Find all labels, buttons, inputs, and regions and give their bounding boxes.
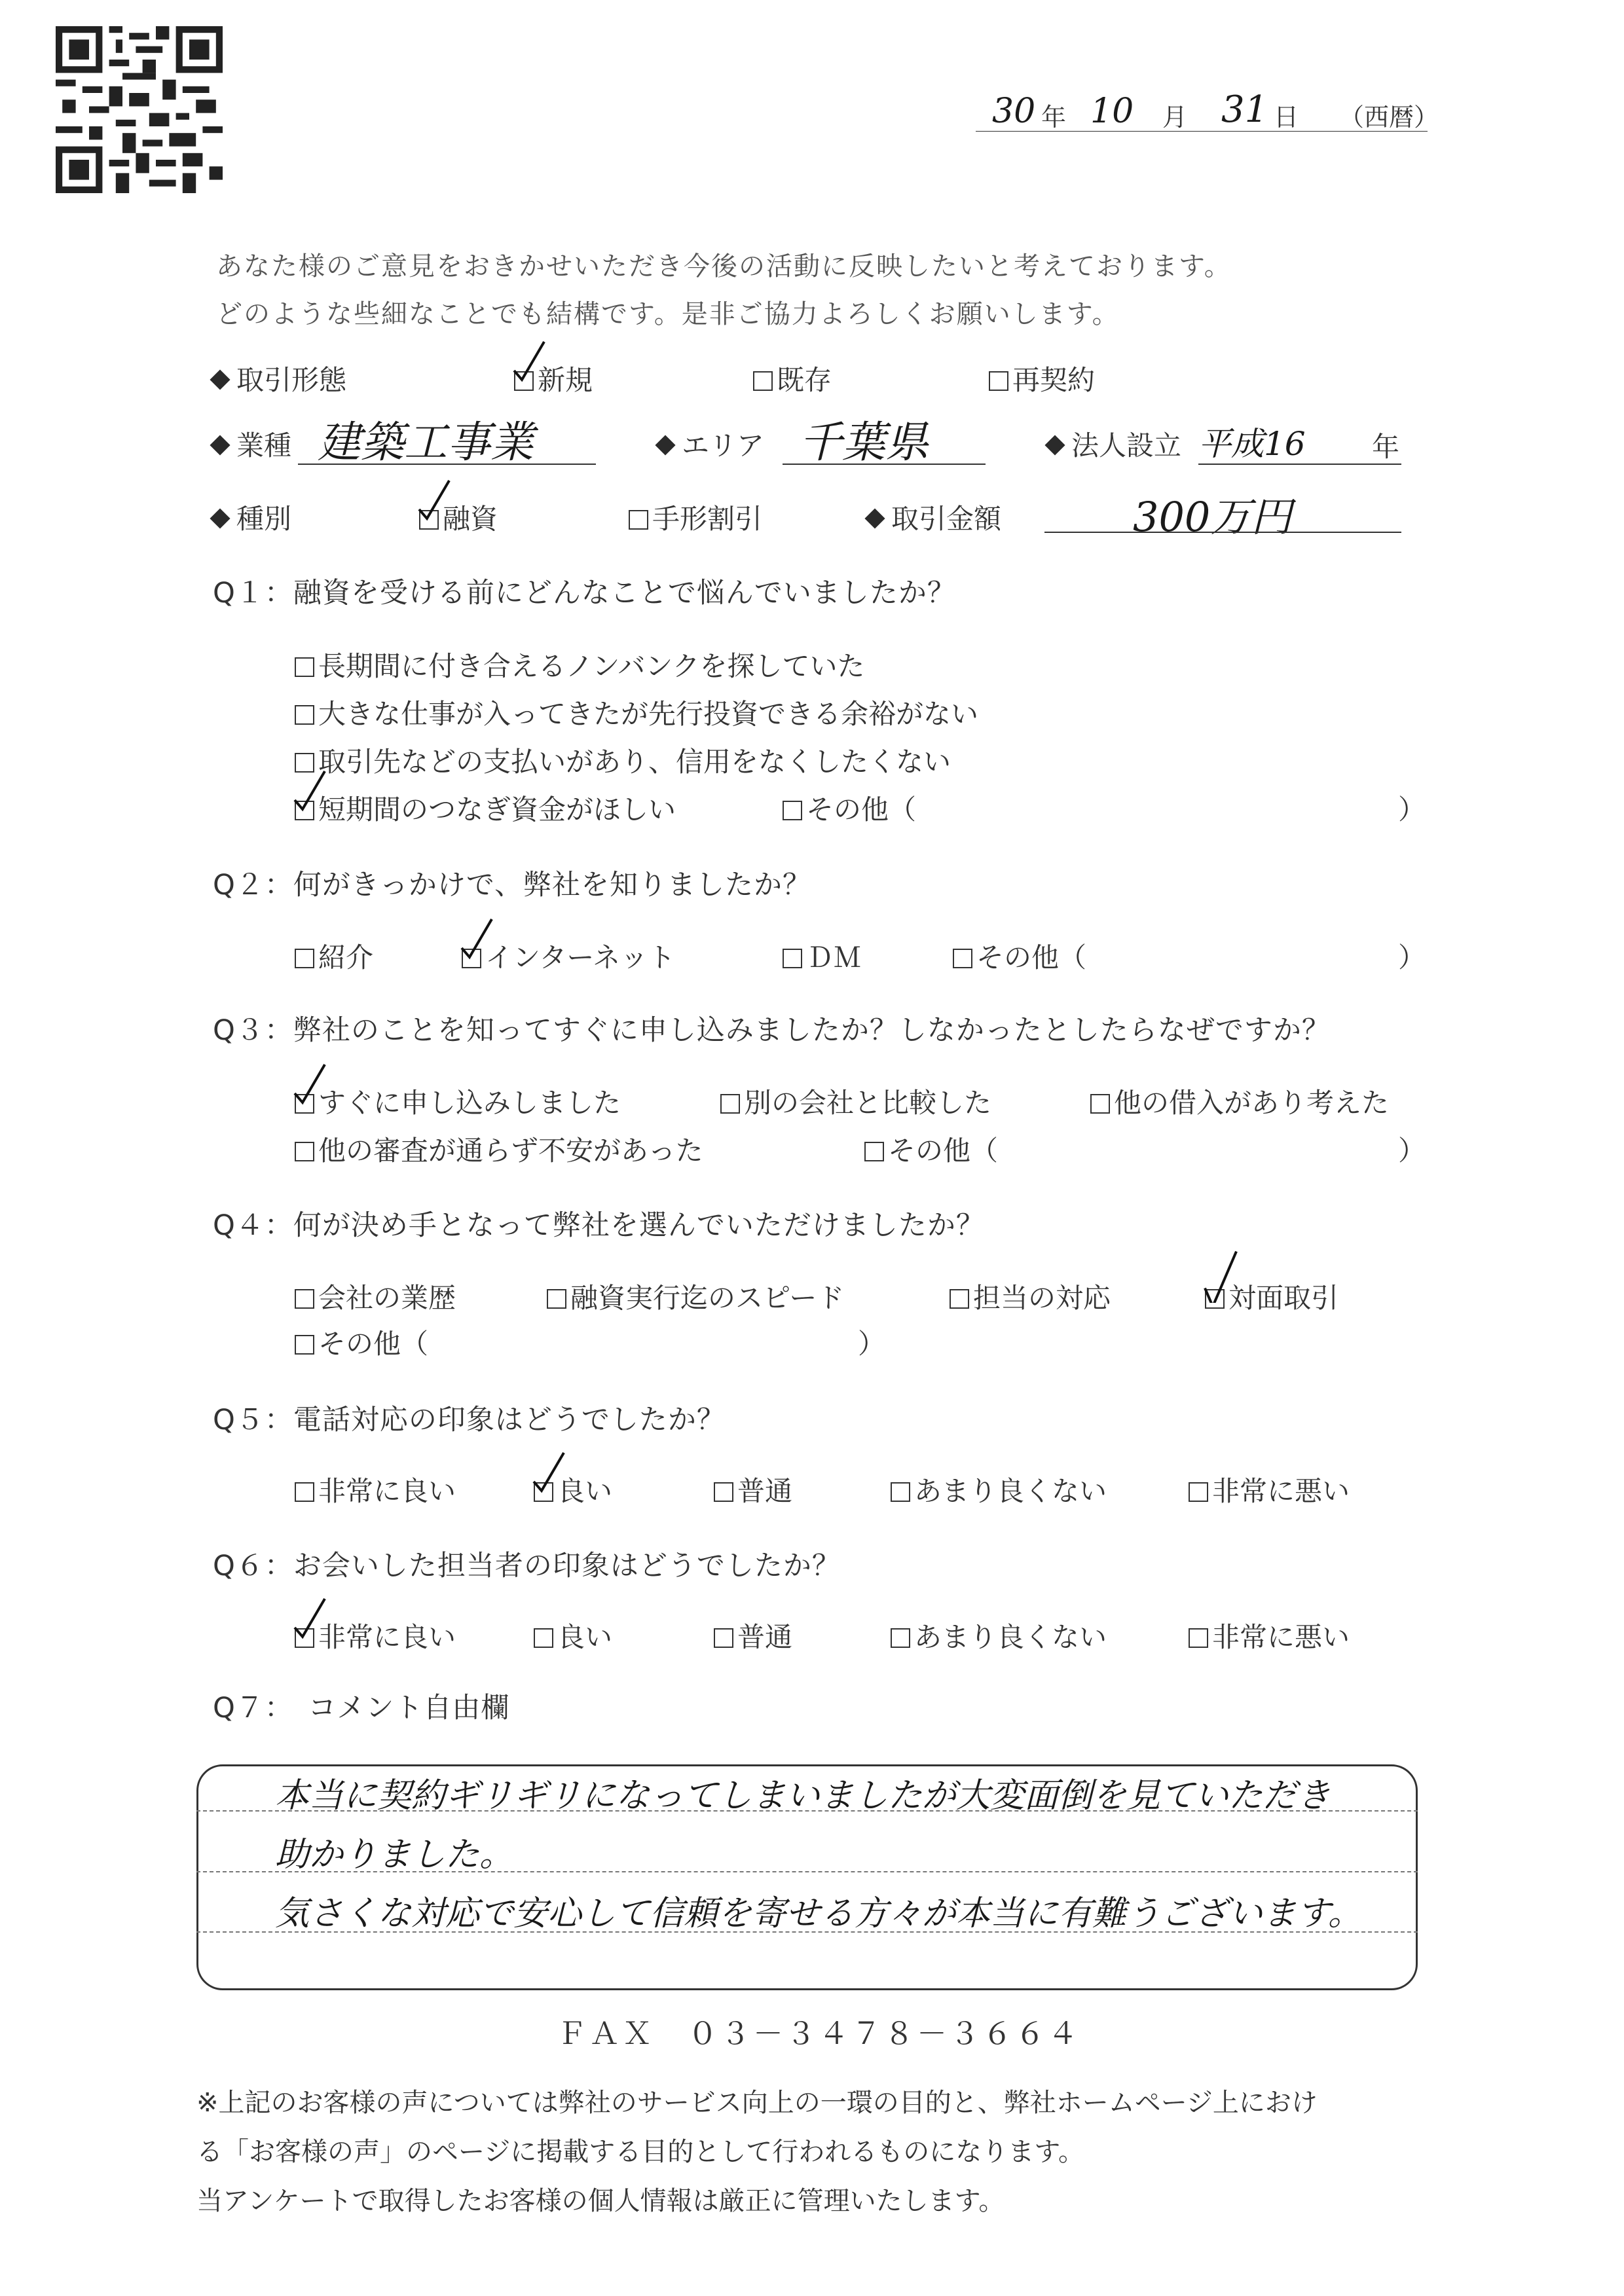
q4-option-history[interactable]: 会社の業歴 xyxy=(295,1277,456,1316)
q3-option-compared[interactable]: 別の会社と比較した xyxy=(720,1082,991,1121)
footnote-line-2: る「お客様の声」のページに掲載する目的として行われるものになります。 xyxy=(196,2137,1084,2167)
checkbox-icon xyxy=(1090,1094,1110,1114)
checkbox-icon xyxy=(419,510,439,530)
q3-other-close: ） xyxy=(1398,1135,1426,1167)
diamond-bullet-icon xyxy=(864,508,885,528)
founded-underline xyxy=(1198,464,1401,465)
checkbox-icon xyxy=(295,949,314,968)
q2-text: Q２：何がきっかけで、弊社を知りましたか？ xyxy=(213,869,811,902)
q3-option-other[interactable]: その他（ xyxy=(864,1129,998,1169)
amount-underline xyxy=(1044,532,1401,533)
q4-other-close: ） xyxy=(858,1328,886,1360)
q1-other-close: ） xyxy=(1398,793,1426,826)
category-label: 種別 xyxy=(213,498,291,537)
checkbox-icon xyxy=(295,1628,314,1648)
checkbox-icon xyxy=(891,1628,910,1648)
q4-option-other[interactable]: その他（ xyxy=(295,1322,428,1362)
q5-option-good[interactable]: 良い xyxy=(534,1470,612,1509)
footnote-line-3: 当アンケートで取得したお客様の個人情報は厳正に管理いたします。 xyxy=(196,2186,1005,2216)
q5-option-average[interactable]: 普通 xyxy=(714,1470,792,1509)
checkbox-recontract[interactable]: 再契約 xyxy=(989,359,1095,398)
fax-number: ＦＡＸ ０３－３４７８－３６６４ xyxy=(557,2016,1080,2051)
date-month: 10 xyxy=(1090,92,1134,131)
q1-option-3[interactable]: 取引先などの支払いがあり、信用をなくしたくない xyxy=(295,740,951,780)
checkbox-icon xyxy=(295,801,314,820)
q6-option-good[interactable]: 良い xyxy=(534,1616,612,1655)
checkbox-icon xyxy=(714,1482,733,1502)
checkbox-icon xyxy=(753,371,773,391)
comment-line-1: 本当に契約ギリギリになってしまいましたが大変面倒を見ていただき xyxy=(275,1776,1331,1815)
q4-option-speed[interactable]: 融資実行迄のスピード xyxy=(547,1277,844,1316)
founded-value: 平成16 xyxy=(1198,425,1306,463)
checkbox-icon xyxy=(295,657,314,677)
founded-suffix: 年 xyxy=(1372,431,1400,463)
intro-line-2: どのような些細なことでも結構です。是非ご協力よろしくお願いします。 xyxy=(216,299,1120,329)
q4-option-face-to-face[interactable]: 対面取引 xyxy=(1205,1277,1338,1316)
qr-code-icon xyxy=(56,26,223,193)
q5-option-very-bad[interactable]: 非常に悪い xyxy=(1189,1470,1350,1509)
checkbox-icon xyxy=(864,1142,884,1161)
intro-line-1: あなた様のご意見をおきかせいただき今後の活動に反映したいと考えております。 xyxy=(216,251,1232,282)
diamond-bullet-icon xyxy=(210,435,230,455)
q1-option-4[interactable]: 短期間のつなぎ資金がほしい xyxy=(295,788,676,828)
checkbox-icon xyxy=(1205,1289,1225,1309)
checkbox-icon xyxy=(462,949,481,968)
diamond-bullet-icon xyxy=(1044,435,1065,455)
q4-option-staff[interactable]: 担当の対応 xyxy=(950,1277,1111,1316)
q6-option-average[interactable]: 普通 xyxy=(714,1616,792,1655)
q4-text: Q４：何が決め手となって弊社を選んでいただけましたか？ xyxy=(213,1209,985,1242)
checkbox-icon xyxy=(534,1628,553,1648)
area-label: エリア xyxy=(658,424,764,464)
checkbox-icon xyxy=(783,949,802,968)
industry-underline xyxy=(298,464,596,465)
checkbox-icon xyxy=(720,1094,740,1114)
q2-other-close: ） xyxy=(1398,941,1426,974)
q6-text: Q６：お会いした担当者の印象はどうでしたか？ xyxy=(213,1550,841,1582)
checkbox-icon xyxy=(295,753,314,773)
date-day: 31 xyxy=(1221,88,1268,131)
checkbox-icon xyxy=(547,1289,566,1309)
checkbox-loan[interactable]: 融資 xyxy=(419,498,498,537)
diamond-bullet-icon xyxy=(210,369,230,390)
checkbox-icon xyxy=(989,371,1008,391)
q3-option-other-loans[interactable]: 他の借入があり考えた xyxy=(1090,1082,1389,1121)
amount-label: 取引金額 xyxy=(868,498,1001,537)
area-underline xyxy=(783,464,986,465)
q2-option-internet[interactable]: インターネット xyxy=(462,936,675,975)
q2-option-other[interactable]: その他（ xyxy=(953,936,1086,975)
comment-line-2: 助かりました。 xyxy=(275,1835,514,1874)
checkbox-new[interactable]: 新規 xyxy=(514,359,593,398)
industry-value: 建築工事業 xyxy=(318,417,534,467)
checkbox-icon xyxy=(514,371,534,391)
q5-option-not-good[interactable]: あまり良くない xyxy=(891,1470,1107,1509)
industry-label: 業種 xyxy=(213,424,291,464)
diamond-bullet-icon xyxy=(210,508,230,528)
area-value: 千葉県 xyxy=(799,417,929,467)
checkbox-icon xyxy=(295,1142,314,1161)
checkbox-icon xyxy=(1189,1482,1208,1502)
founded-label: 法人設立 xyxy=(1048,424,1181,464)
date-day-label: 日 xyxy=(1274,103,1299,132)
date-underline xyxy=(976,131,1428,132)
checkbox-icon xyxy=(1189,1628,1208,1648)
q6-option-very-bad[interactable]: 非常に悪い xyxy=(1189,1616,1350,1655)
checkbox-icon xyxy=(950,1289,969,1309)
date-year-label: 年 xyxy=(1041,103,1067,132)
checkbox-icon xyxy=(714,1628,733,1648)
q2-option-dm[interactable]: ＤＭ xyxy=(783,936,861,975)
amount-value: 300万円 xyxy=(1133,493,1292,541)
date-month-label: 月 xyxy=(1162,103,1188,132)
comment-line-3: 気さくな対応で安心して信頼を寄せる方々が本当に有難うございます。 xyxy=(275,1894,1362,1933)
date-calendar-note: （西暦） xyxy=(1339,103,1439,132)
checkbox-icon xyxy=(534,1482,553,1502)
checkbox-existing[interactable]: 既存 xyxy=(753,359,832,398)
q3-option-applied-immediately[interactable]: すぐに申し込みしました xyxy=(295,1082,621,1121)
checkbox-icon xyxy=(295,1094,314,1114)
q2-option-referral[interactable]: 紹介 xyxy=(295,936,373,975)
date-year: 30 xyxy=(992,92,1036,131)
footnote-line-1: ※上記のお客様の声については弊社のサービス向上の一環の目的と、弊社ホームページ上におけ xyxy=(196,2088,1318,2118)
checkbox-icon xyxy=(295,1335,314,1355)
q1-text: Q１：融資を受ける前にどんなことで悩んでいましたか？ xyxy=(213,577,956,610)
q6-option-very-good[interactable]: 非常に良い xyxy=(295,1616,456,1655)
q1-option-1[interactable]: 長期間に付き合えるノンバンクを探していた xyxy=(295,645,865,684)
checkbox-bill-discount[interactable]: 手形割引 xyxy=(629,498,762,537)
q5-option-very-good[interactable]: 非常に良い xyxy=(295,1470,456,1509)
q3-text: Q３：弊社のことを知ってすぐに申し込みましたか？しなかったとしたらなぜですか？ xyxy=(213,1014,1331,1047)
q7-text: Q７： コメント自由欄 xyxy=(213,1692,510,1724)
checkbox-icon xyxy=(891,1482,910,1502)
checkbox-icon xyxy=(629,510,648,530)
diamond-bullet-icon xyxy=(655,435,675,455)
checkbox-icon xyxy=(783,801,802,820)
transaction-type-label: 取引形態 xyxy=(213,359,346,398)
checkbox-icon xyxy=(295,705,314,725)
q5-text: Q５：電話対応の印象はどうでしたか？ xyxy=(213,1404,726,1436)
checkbox-icon xyxy=(295,1289,314,1309)
checkbox-icon xyxy=(953,949,972,968)
q1-option-2[interactable]: 大きな仕事が入ってきたが先行投資できる余裕がない xyxy=(295,693,978,732)
q1-option-other[interactable]: その他（ xyxy=(783,788,916,828)
checkbox-icon xyxy=(295,1482,314,1502)
q6-option-not-good[interactable]: あまり良くない xyxy=(891,1616,1107,1655)
q3-option-anxiety[interactable]: 他の審査が通らず不安があった xyxy=(295,1129,703,1169)
